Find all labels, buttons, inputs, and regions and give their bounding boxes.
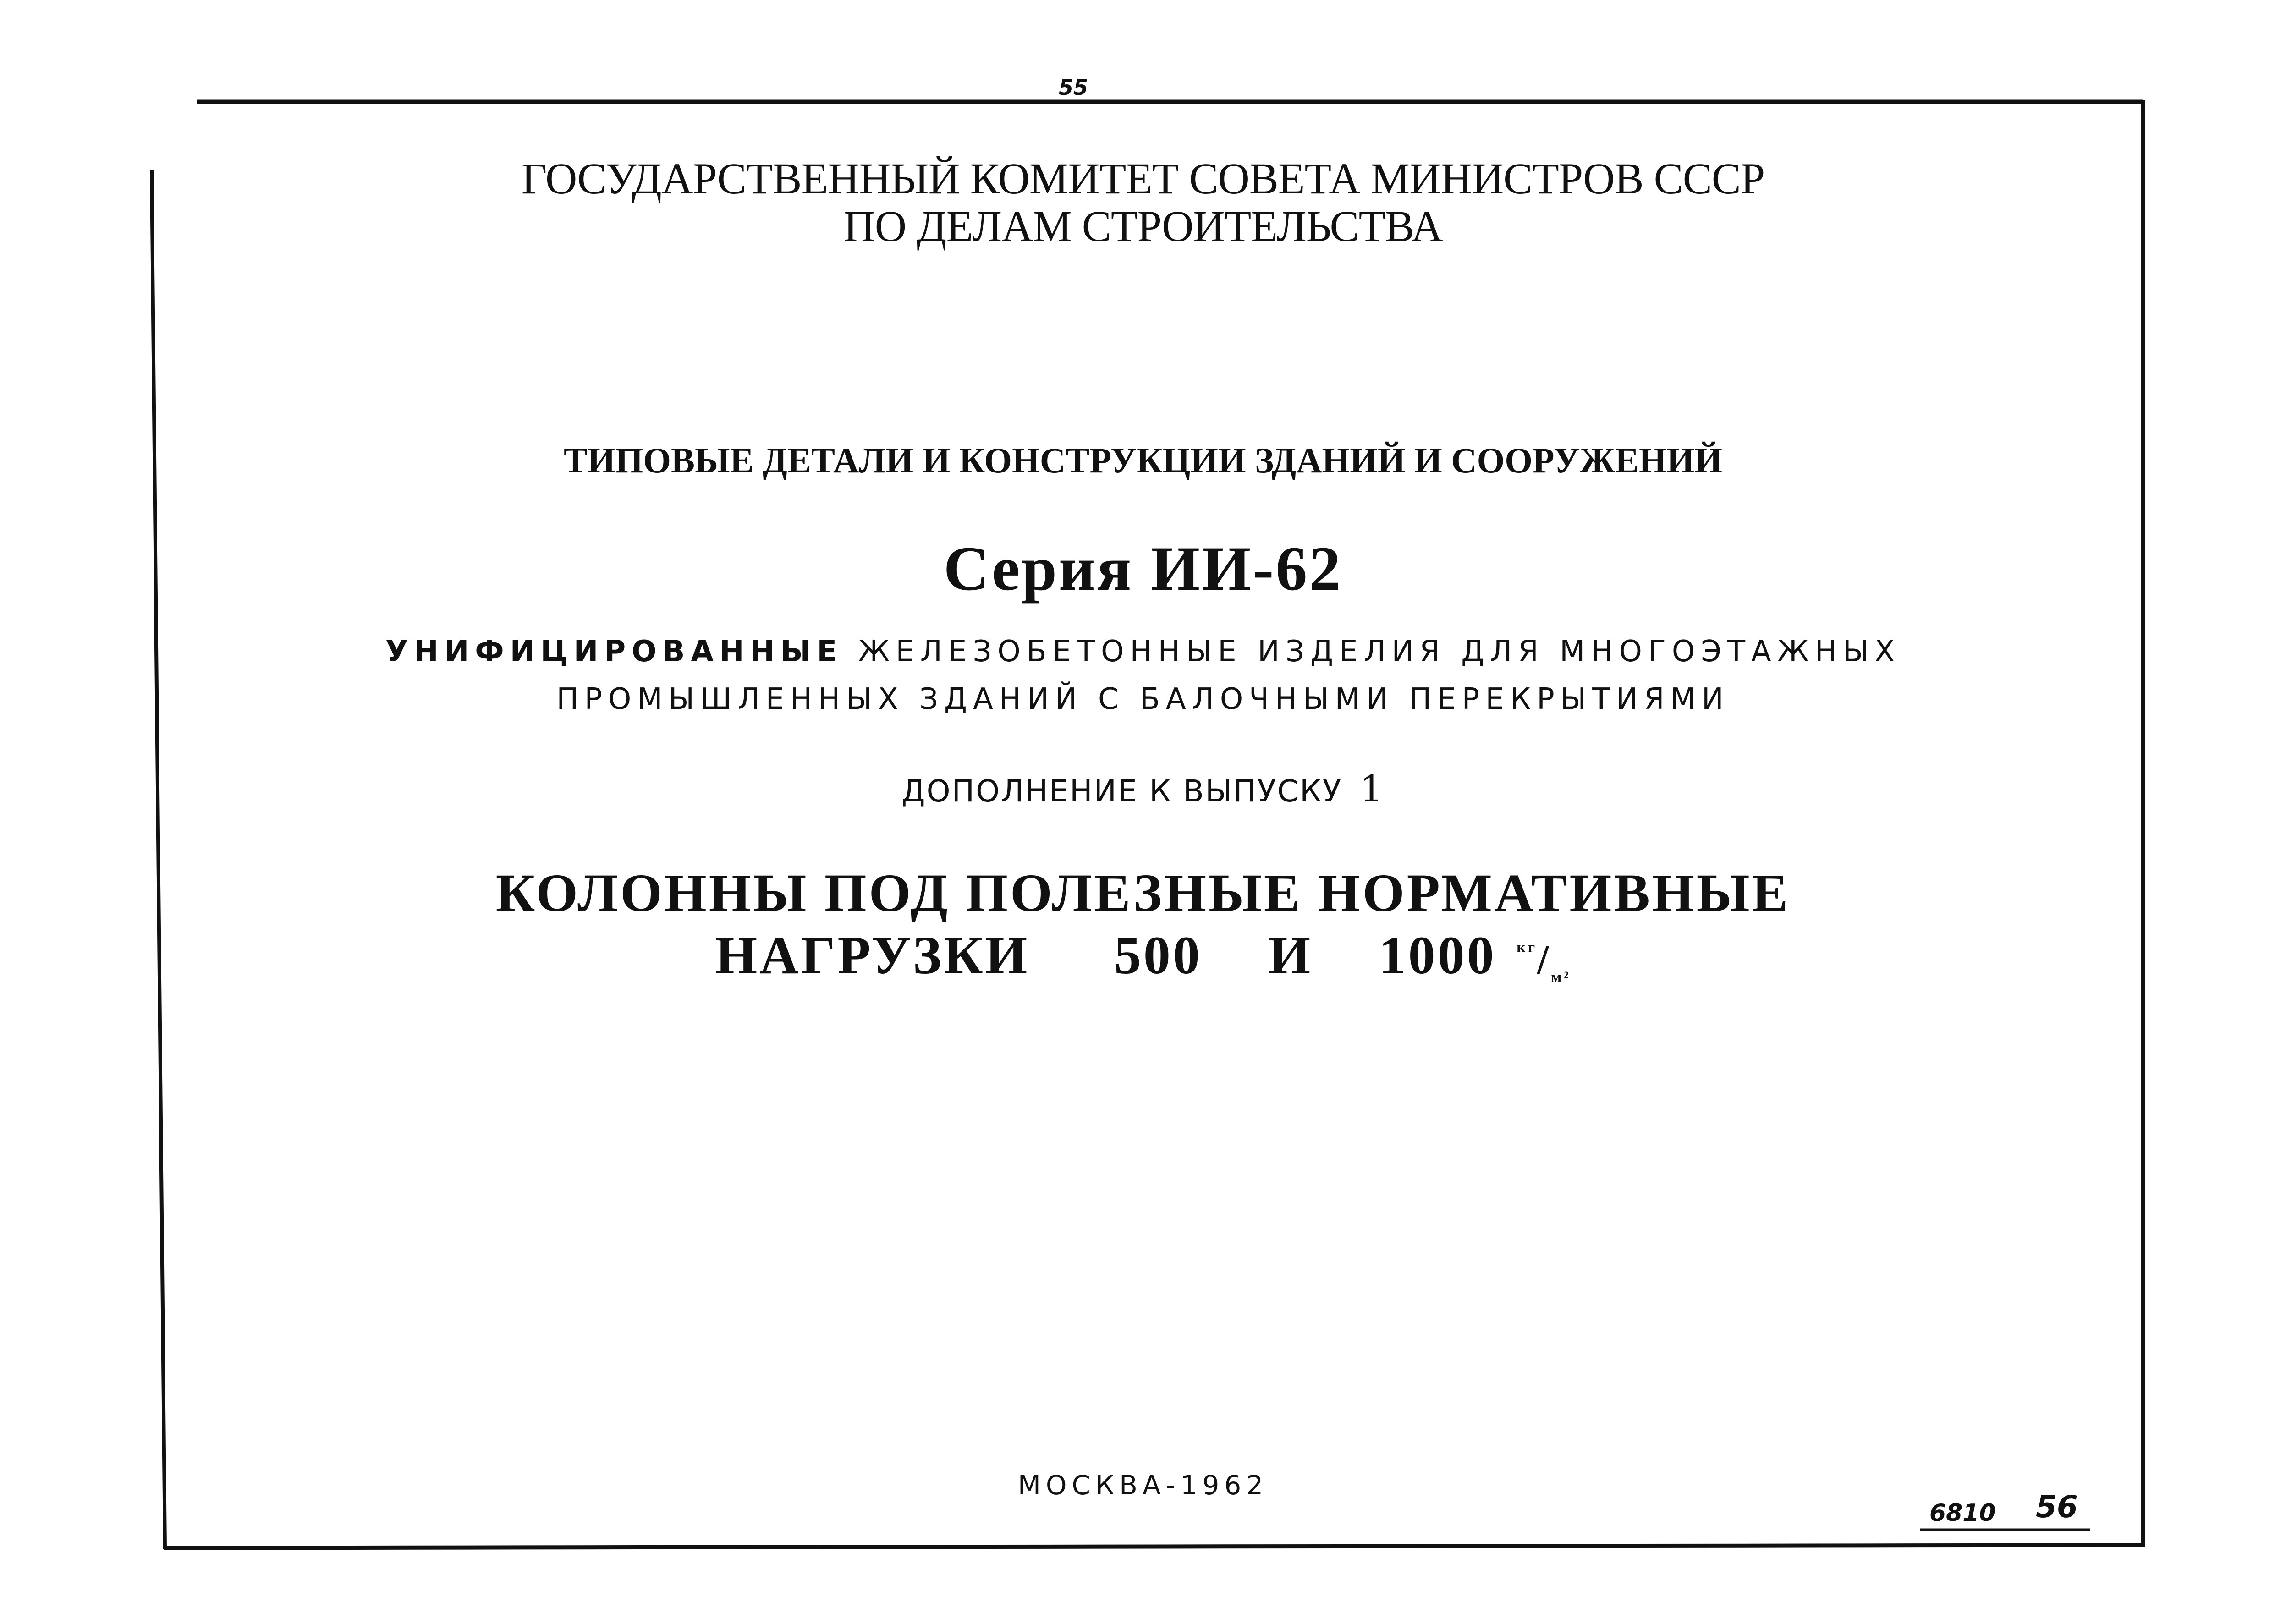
unit-numerator: кг [1517, 939, 1538, 956]
subtitle-line-2: ПРОМЫШЛЕННЫХ ЗДАНИЙ С БАЛОЧНЫМИ ПЕРЕКРЫТИЯМИ [556, 682, 1730, 716]
supplement-line [0, 768, 2286, 810]
series-title: Серия ИИ-62 [943, 533, 1343, 604]
page-number-top: 55 [1059, 75, 1088, 100]
supplement-issue: 1 [1360, 768, 1385, 810]
stamp-number: 6810 [1929, 1499, 1996, 1527]
subtitle-bold-word: УНИФИЦИРОВАННЫЕ [385, 635, 843, 669]
load-value-2: 1000 [1379, 925, 1496, 985]
place-and-year: МОСКВА-1962 [1017, 1470, 1269, 1501]
main-title-line-2 [0, 925, 2286, 986]
subtitle-line-1 [0, 635, 2286, 669]
series-type-heading: ТИПОВЫЕ ДЕТАЛИ И КОНСТРУКЦИИ ЗДАНИЙ И СООРУЖЕНИЙ [564, 440, 1722, 480]
load-value-1: 500 [1114, 925, 1202, 985]
main-title-line-1: КОЛОННЫ ПОД ПОЛЕЗНЫЕ НОРМАТИВНЫЕ [495, 863, 1791, 923]
stamp-sheet: 56 [2036, 1489, 2078, 1525]
frame-left-line [152, 170, 165, 1549]
frame-bottom-line [164, 1545, 2145, 1548]
unit-denominator: м² [1551, 969, 1571, 986]
main-title-word-loads: НАГРУЗКИ [715, 925, 1030, 985]
supplement-text: ДОПОЛНЕНИЕ К ВЫПУСКУ [901, 774, 1343, 809]
load-unit: $^{кг}/_{м^2}$ [1517, 937, 1571, 986]
main-title-conjunction: И [1268, 925, 1313, 985]
organization-line-1: ГОСУДАРСТВЕННЫЙ КОМИТЕТ СОВЕТА МИНИСТРОВ СССР [521, 154, 1765, 203]
organization-line-2: ПО ДЕЛАМ СТРОИТЕЛЬСТВА [843, 202, 1443, 251]
subtitle-line-1-rest: ЖЕЛЕЗОБЕТОННЫЕ ИЗДЕЛИЯ ДЛЯ МНОГОЭТАЖНЫХ [858, 635, 1901, 669]
